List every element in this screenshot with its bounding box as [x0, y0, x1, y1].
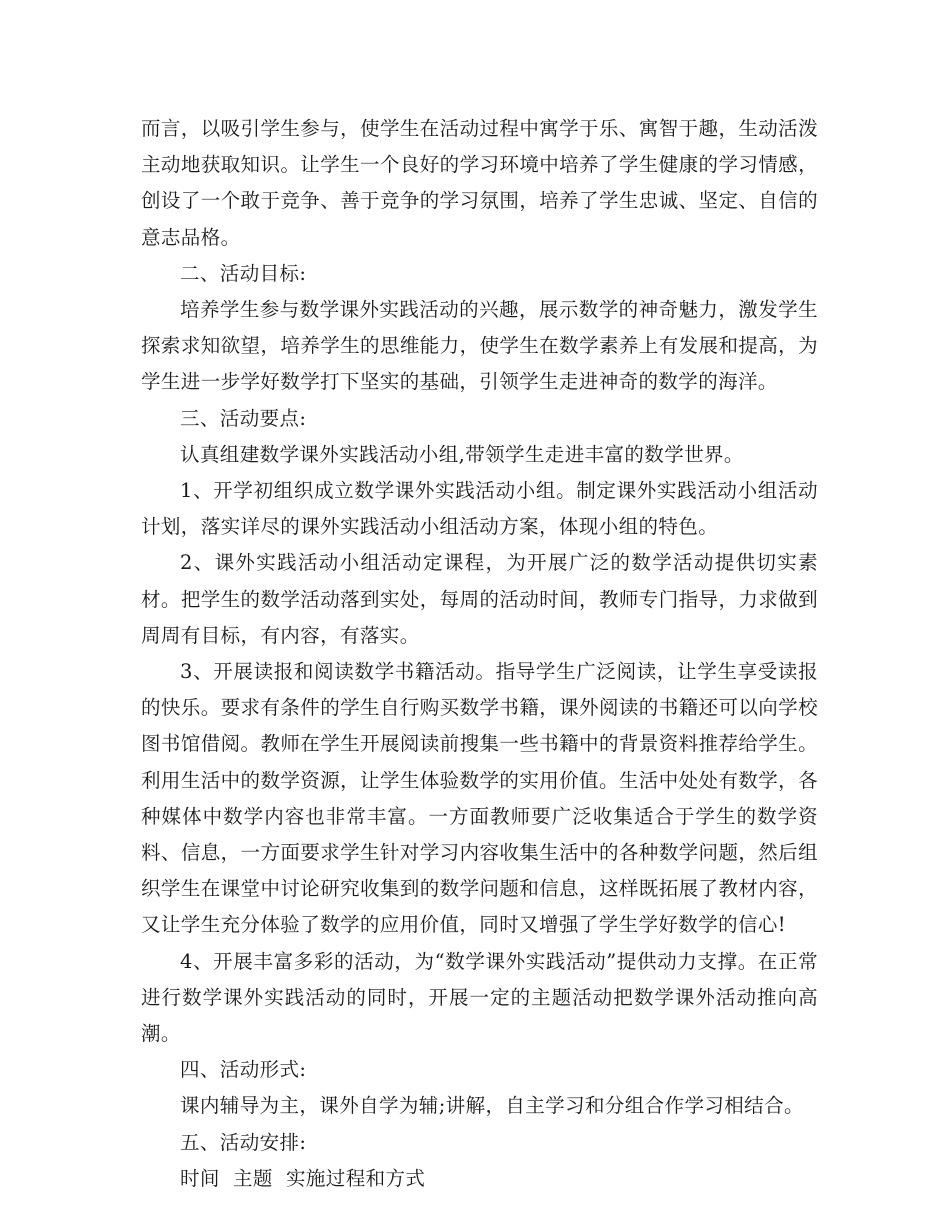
paragraph-key-point-3: 3、开展读报和阅读数学书籍活动。指导学生广泛阅读，让学生享受读报的快乐。要求有条件的学生自行购买数学书籍，课外阅读的书籍还可以向学校图书馆借阅。教师在学生开展阅读前搜集一些书籍中的背景资料推荐给学生。利用生活中的数学资源，让学生体验数学的实用价值。生活中处处有数学，各种媒体中数学内容也非常丰富。一方面教师要广泛收集适合于学生的数学资料、信息，一方面要求学生针对学习内容收集生活中的各种数学问题，然后组织学生在课堂中讨论研究收集到的数学问题和信息，这样既拓展了教材内容，又让学生充分体验了数学的应用价值，同时又增强了学生学好数学的信心!: [141, 660, 818, 937]
schedule-table-header: 时间 主题 实施过程和方式: [180, 1166, 426, 1190]
heading-activity-key-points: 三、活动要点:: [180, 406, 307, 430]
paragraph-key-point-4: 4、开展丰富多彩的活动，为“数学课外实践活动”提供动力支撑。在正常进行数学课外实践活动的同时，开展一定的主题活动把数学课外活动推向高潮。: [141, 949, 818, 1046]
paragraph-intro-continued: 而言，以吸引学生参与，使学生在活动过程中寓学于乐、寓智于趣，生动活泼主动地获取知识。让学生一个良好的学习环境中培养了学生健康的学习情感，创设了一个敢于竞争、善于竞争的学习氛围，培养了学生忠诚、坚定、自信的意志品格。: [141, 117, 818, 249]
paragraph-key-point-1: 1、开学初组织成立数学课外实践活动小组。制定课外实践活动小组活动计划，落实详尽的课外实践活动小组活动方案，体现小组的特色。: [141, 479, 818, 539]
paragraph-key-point-2: 2、课外实践活动小组活动定课程，为开展广泛的数学活动提供切实素材。把学生的数学活动落到实处，每周的活动时间，教师专门指导，力求做到周周有目标，有内容，有落实。: [141, 551, 818, 647]
document-body: [141, 111, 818, 1197]
paragraph-key-points-intro: 认真组建数学课外实践活动小组,带领学生走进丰富的数学世界。: [180, 442, 744, 466]
paragraph-activity-format: 课内辅导为主，课外自学为辅;讲解，自主学习和分组合作学习相结合。: [180, 1094, 804, 1118]
heading-activity-goals: 二、活动目标:: [180, 261, 307, 285]
heading-activity-format: 四、活动形式:: [180, 1058, 307, 1082]
paragraph-activity-goals: 培养学生参与数学课外实践活动的兴趣，展示数学的神奇魅力，激发学生探索求知欲望，培养学生的思维能力，使学生在数学素养上有发展和提高，为学生进一步学好数学打下坚实的基础，引领学生走进神奇的数学的海洋。: [141, 298, 818, 394]
heading-activity-schedule: 五、活动安排:: [180, 1130, 307, 1154]
